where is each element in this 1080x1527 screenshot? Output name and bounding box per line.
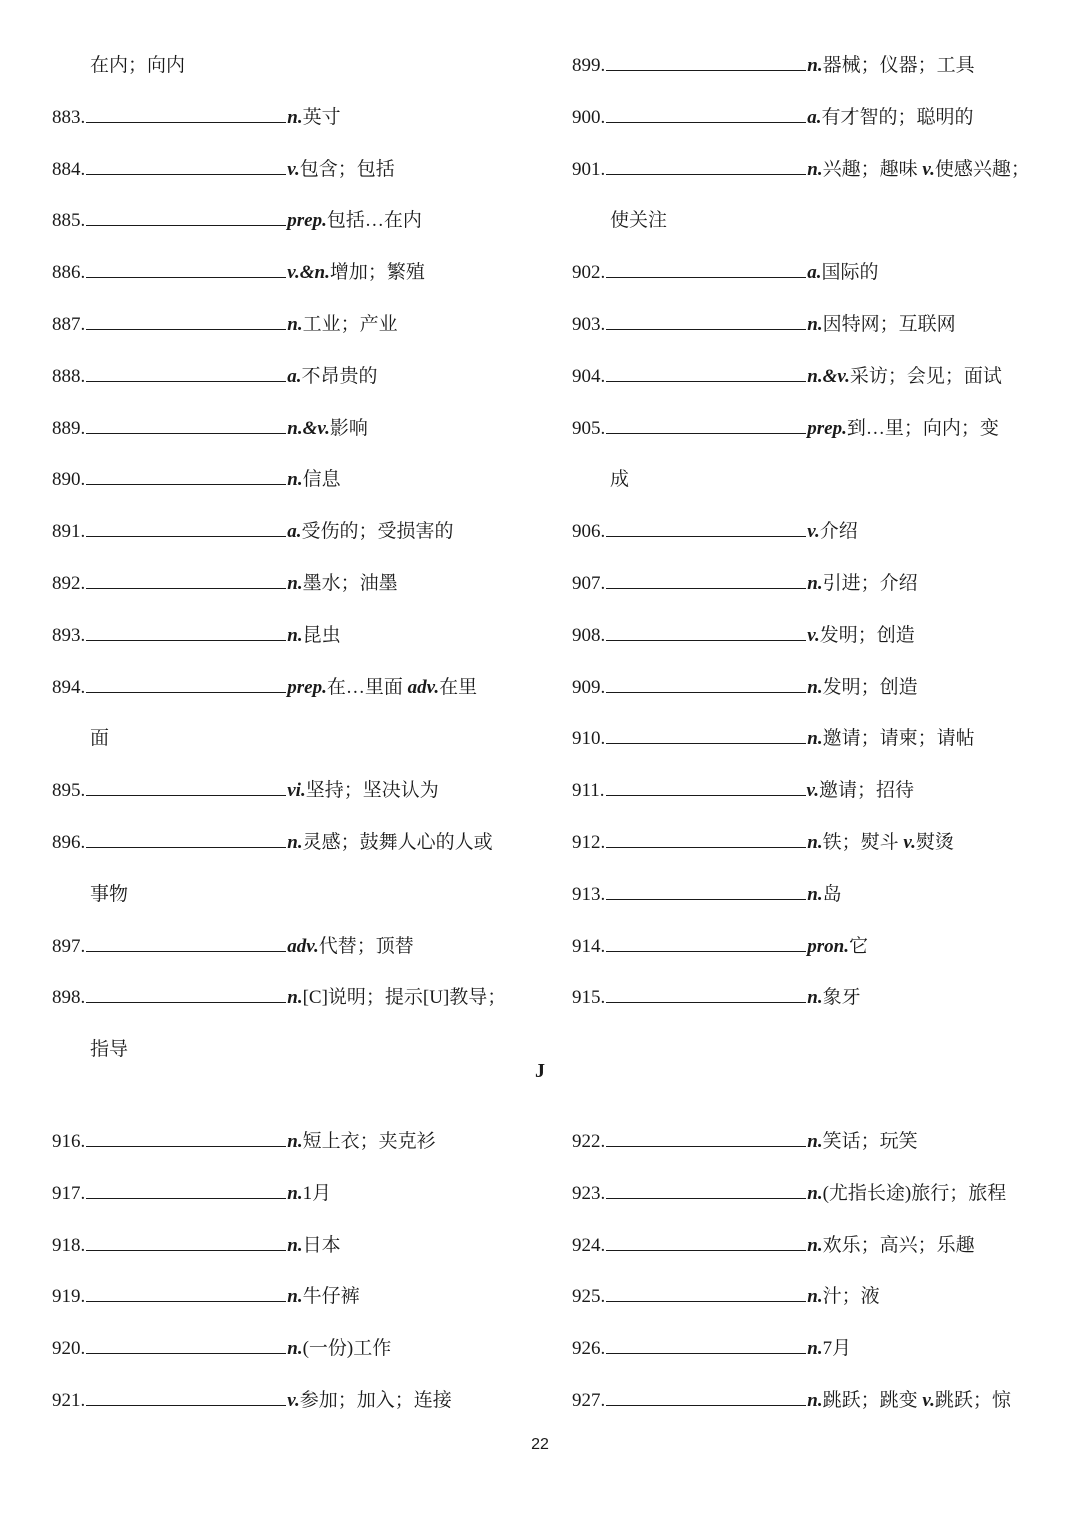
entry-number: 902.: [572, 262, 606, 284]
entry-gloss: 面: [90, 728, 110, 750]
vocab-entry: [572, 777, 1042, 829]
vocab-entry: [52, 207, 522, 259]
answer-blank[interactable]: [86, 207, 286, 226]
entry-gloss: 墨水；油墨: [302, 572, 398, 594]
vocab-entry: [572, 259, 1042, 311]
answer-blank[interactable]: [86, 311, 286, 330]
part-of-speech: n.: [287, 831, 303, 853]
entry-gloss: 指导: [90, 1039, 129, 1061]
part-of-speech: n.: [807, 831, 823, 853]
entry-gloss: (一份)工作: [302, 1338, 392, 1360]
entry-gloss: 邀请；请柬；请帖: [822, 728, 975, 750]
vocab-entry: [52, 363, 522, 415]
part-of-speech: a.: [807, 262, 822, 284]
entry-number: 895.: [52, 780, 86, 802]
answer-blank[interactable]: [86, 363, 286, 382]
part-of-speech: n.: [807, 676, 823, 698]
vocab-entry: [572, 1283, 1042, 1335]
vocab-entry: [572, 1128, 1042, 1180]
answer-blank[interactable]: [606, 1128, 806, 1147]
vocab-entry: [52, 829, 522, 881]
entry-gloss: 在内；向内: [90, 55, 186, 76]
entry-gloss: 包括…在内: [326, 210, 422, 232]
answer-blank[interactable]: [86, 622, 286, 641]
answer-blank[interactable]: [86, 1180, 286, 1199]
answer-blank[interactable]: [86, 1283, 286, 1302]
part-of-speech: n.: [807, 883, 823, 905]
vocab-entry: [572, 1387, 1042, 1439]
part-of-speech: a.: [287, 521, 302, 543]
column-1-left: [52, 52, 522, 1088]
part-of-speech: n.: [287, 469, 303, 491]
part-of-speech: n.: [807, 158, 823, 180]
entry-gloss: 有才智的；聪明的: [821, 106, 974, 128]
entry-gloss: 灵感；鼓舞人心的人或: [302, 831, 493, 853]
entry-gloss: 介绍: [819, 521, 858, 543]
vocab-entry: [52, 570, 522, 622]
vocab-entry: [52, 1335, 522, 1387]
entry-gloss: 坚持；坚决认为: [305, 780, 439, 802]
entry-number: 906.: [572, 521, 606, 543]
entry-number: 886.: [52, 262, 86, 284]
entry-gloss: 欢乐；高兴；乐趣: [822, 1234, 975, 1256]
entry-gloss: 不昂贵的: [301, 365, 378, 387]
part-of-speech: n.: [807, 987, 823, 1009]
vocab-entry: [572, 881, 1042, 933]
entry-gloss: 信息: [302, 469, 341, 491]
answer-blank[interactable]: [86, 829, 286, 848]
column-2-left: [52, 1128, 522, 1439]
answer-blank[interactable]: [86, 415, 286, 434]
entry-number: 904.: [572, 365, 606, 387]
entry-number: 885.: [52, 210, 86, 232]
entry-gloss: 包含；包括: [299, 158, 395, 180]
part-of-speech: pron.: [807, 935, 849, 957]
entry-continuation: [52, 725, 522, 777]
answer-blank[interactable]: [606, 1232, 806, 1251]
part-of-speech: v.: [807, 624, 820, 646]
entry-number: 922.: [572, 1131, 606, 1152]
entry-number: 917.: [52, 1182, 86, 1204]
vocab-entry: [52, 777, 522, 829]
entry-continuation: [572, 207, 1042, 259]
answer-blank[interactable]: [606, 622, 806, 641]
part-of-speech: n.: [287, 1234, 303, 1256]
answer-blank[interactable]: [606, 156, 806, 175]
vocab-entry: [572, 518, 1042, 570]
entry-gloss: 采访；会见；面试: [849, 365, 1002, 387]
answer-blank[interactable]: [86, 984, 286, 1003]
entry-gloss: 邀请；招待: [819, 780, 915, 802]
vocab-entry: [52, 1283, 522, 1335]
vocab-entry: [52, 622, 522, 674]
part-of-speech: n.: [287, 572, 303, 594]
entry-gloss: 发明；创造: [822, 676, 918, 698]
answer-blank[interactable]: [606, 518, 806, 537]
entry-number: 901.: [572, 158, 606, 180]
entry-number: 898.: [52, 987, 86, 1009]
vocab-entry: [52, 1128, 522, 1180]
entry-number: 924.: [572, 1234, 606, 1256]
answer-blank[interactable]: [606, 1283, 806, 1302]
part-of-speech: n.: [287, 987, 303, 1009]
part-of-speech: n.: [807, 1131, 823, 1152]
entry-gloss: 铁；熨斗: [822, 831, 904, 853]
part-of-speech: n.: [807, 1182, 823, 1204]
answer-blank[interactable]: [86, 674, 286, 693]
part-of-speech: prep.: [807, 417, 847, 439]
part-of-speech-secondary: v.: [922, 1389, 935, 1411]
entry-gloss-secondary: 跳跃；惊: [934, 1389, 1011, 1411]
entry-gloss: 器械；仪器；工具: [822, 55, 975, 76]
column-2-right: [572, 1128, 1042, 1439]
answer-blank[interactable]: [86, 777, 286, 796]
part-of-speech: v.: [287, 1389, 300, 1411]
vocab-entry: [572, 1180, 1042, 1232]
entry-gloss: 它: [848, 935, 868, 957]
entry-continuation: [52, 52, 522, 104]
entry-gloss: 受伤的；受损害的: [301, 521, 454, 543]
entry-number: 905.: [572, 417, 606, 439]
vocab-entry: [572, 570, 1042, 622]
entry-number: 908.: [572, 624, 606, 646]
entry-gloss: (尤指长途)旅行；旅程: [822, 1182, 1007, 1204]
entry-gloss-secondary: 使感兴趣；: [934, 158, 1030, 180]
vocab-entry: [52, 259, 522, 311]
answer-blank[interactable]: [606, 984, 806, 1003]
part-of-speech: n.: [287, 106, 303, 128]
vocab-entry: [572, 415, 1042, 467]
entry-gloss: 短上衣；夹克衫: [302, 1131, 436, 1152]
answer-blank[interactable]: [86, 156, 286, 175]
answer-blank[interactable]: [86, 466, 286, 485]
section-header-letter: J: [535, 1060, 545, 1082]
entry-number: 912.: [572, 831, 606, 853]
answer-blank[interactable]: [606, 829, 806, 848]
entry-number: 915.: [572, 987, 606, 1009]
entry-gloss: 岛: [822, 883, 842, 905]
entry-gloss: 兴趣；趣味: [822, 158, 923, 180]
vocab-entry: [52, 415, 522, 467]
entry-gloss: 代替；顶替: [318, 935, 414, 957]
part-of-speech: n.: [807, 572, 823, 594]
answer-blank[interactable]: [606, 104, 806, 123]
vocab-entry: [572, 829, 1042, 881]
entry-gloss: 因特网；互联网: [822, 313, 956, 335]
answer-blank[interactable]: [86, 933, 286, 952]
entry-gloss: 象牙: [822, 987, 861, 1009]
entry-number: 894.: [52, 676, 86, 698]
entry-number: 899.: [572, 55, 606, 76]
vocab-entry: [572, 984, 1042, 1036]
part-of-speech: n.: [287, 1131, 303, 1152]
entry-gloss: 到…里；向内；变: [846, 417, 999, 439]
vocab-entry: [572, 1335, 1042, 1387]
answer-blank[interactable]: [86, 570, 286, 589]
vocab-entry: [572, 933, 1042, 985]
entry-gloss: 影响: [329, 417, 368, 439]
entry-continuation: [52, 881, 522, 933]
entry-number: 884.: [52, 158, 86, 180]
entry-number: 923.: [572, 1182, 606, 1204]
answer-blank[interactable]: [86, 259, 286, 278]
part-of-speech-secondary: v.: [903, 831, 916, 853]
part-of-speech: n.: [807, 1286, 823, 1308]
entry-number: 909.: [572, 676, 606, 698]
vocab-entry: [572, 156, 1042, 208]
answer-blank[interactable]: [606, 52, 806, 71]
vocab-entry: [52, 311, 522, 363]
vocab-entry: [572, 674, 1042, 726]
answer-blank[interactable]: [606, 1387, 806, 1406]
entry-gloss: 笑话；玩笑: [822, 1131, 918, 1152]
answer-blank[interactable]: [606, 674, 806, 693]
answer-blank[interactable]: [606, 259, 806, 278]
part-of-speech-secondary: v.: [922, 158, 935, 180]
part-of-speech: v.: [807, 521, 820, 543]
answer-blank[interactable]: [606, 1180, 806, 1199]
entry-gloss: 国际的: [821, 262, 879, 284]
entry-gloss: [C]说明；提示[U]教导；: [302, 987, 507, 1009]
answer-blank[interactable]: [86, 1387, 286, 1406]
vocab-entry: [52, 104, 522, 156]
part-of-speech: n.: [807, 728, 823, 750]
part-of-speech: prep.: [287, 210, 327, 232]
vocab-entry: [572, 311, 1042, 363]
entry-gloss: 增加；繁殖: [329, 262, 425, 284]
entry-gloss: 成: [610, 469, 630, 491]
vocab-entry: [572, 622, 1042, 674]
part-of-speech: n.: [287, 1286, 303, 1308]
vocab-entry: [52, 1180, 522, 1232]
answer-blank[interactable]: [606, 570, 806, 589]
part-of-speech: a.: [287, 365, 302, 387]
vocab-entry: [572, 104, 1042, 156]
entry-number: 910.: [572, 728, 606, 750]
entry-gloss: 发明；创造: [819, 624, 915, 646]
entry-number: 893.: [52, 624, 86, 646]
answer-blank[interactable]: [86, 1232, 286, 1251]
answer-blank[interactable]: [606, 725, 806, 744]
answer-blank[interactable]: [606, 933, 806, 952]
entry-number: 918.: [52, 1234, 86, 1256]
entry-number: 888.: [52, 365, 86, 387]
vocab-entry: [572, 725, 1042, 777]
entry-gloss: 事物: [90, 883, 129, 905]
part-of-speech: n.&v.: [807, 365, 850, 387]
entry-gloss-secondary: 在里: [439, 676, 478, 698]
part-of-speech: n.: [287, 624, 303, 646]
entry-number: 892.: [52, 572, 86, 594]
entry-number: 925.: [572, 1286, 606, 1308]
column-1-right: [572, 52, 1042, 1036]
entry-number: 883.: [52, 106, 86, 128]
entry-number: 900.: [572, 106, 606, 128]
part-of-speech: n.: [287, 313, 303, 335]
entry-gloss: 1月: [302, 1182, 332, 1204]
part-of-speech: v.: [806, 780, 820, 802]
vocab-entry: [52, 1387, 522, 1439]
vocab-entry: [52, 933, 522, 985]
answer-blank[interactable]: [606, 1335, 806, 1354]
entry-number: 907.: [572, 572, 606, 594]
entry-number: 921.: [52, 1389, 86, 1411]
entry-continuation: [572, 466, 1042, 518]
answer-blank[interactable]: [86, 1335, 286, 1354]
entry-gloss: 牛仔裤: [302, 1286, 360, 1308]
vocab-entry: [52, 518, 522, 570]
vocab-entry: [572, 52, 1042, 104]
answer-blank[interactable]: [606, 777, 806, 796]
vocab-entry: [52, 1232, 522, 1284]
answer-blank[interactable]: [606, 363, 806, 382]
entry-number: 919.: [52, 1286, 86, 1308]
entry-gloss: 日本: [302, 1234, 341, 1256]
answer-blank[interactable]: [606, 311, 806, 330]
part-of-speech: a.: [807, 106, 822, 128]
answer-blank[interactable]: [86, 1128, 286, 1147]
entry-number: 927.: [572, 1389, 606, 1411]
vocab-entry: [572, 1232, 1042, 1284]
entry-gloss: 引进；介绍: [822, 572, 918, 594]
entry-gloss: 跳跃；跳变: [822, 1389, 923, 1411]
answer-blank[interactable]: [606, 881, 806, 900]
vocab-entry: [52, 674, 522, 726]
entry-gloss: 参加；加入；连接: [299, 1389, 452, 1411]
part-of-speech-secondary: adv.: [407, 676, 440, 698]
entry-number: 889.: [52, 417, 86, 439]
entry-number: 911.: [572, 780, 605, 802]
entry-gloss: 使关注: [610, 210, 668, 232]
answer-blank[interactable]: [86, 104, 286, 123]
part-of-speech: v.&n.: [287, 262, 330, 284]
entry-number: 897.: [52, 935, 86, 957]
part-of-speech: n.: [807, 313, 823, 335]
page-number: 22: [531, 1436, 549, 1453]
part-of-speech: n.: [807, 1234, 823, 1256]
entry-gloss: 汁；液: [822, 1286, 880, 1308]
part-of-speech: vi.: [287, 780, 306, 802]
part-of-speech: n.: [807, 1338, 823, 1360]
entry-number: 916.: [52, 1131, 86, 1152]
answer-blank[interactable]: [606, 415, 806, 434]
entry-number: 914.: [572, 935, 606, 957]
entry-gloss: 昆虫: [302, 624, 341, 646]
entry-number: 903.: [572, 313, 606, 335]
entry-gloss: 在…里面: [326, 676, 408, 698]
entry-gloss: 7月: [822, 1338, 852, 1360]
part-of-speech: prep.: [287, 676, 327, 698]
part-of-speech: v.: [287, 158, 300, 180]
entry-gloss: 工业；产业: [302, 313, 398, 335]
entry-gloss: 英寸: [302, 106, 341, 128]
part-of-speech: n.: [287, 1182, 303, 1204]
part-of-speech: n.&v.: [287, 417, 330, 439]
entry-number: 887.: [52, 313, 86, 335]
entry-gloss-secondary: 熨烫: [915, 831, 954, 853]
vocab-entry: [52, 984, 522, 1036]
part-of-speech: n.: [807, 1389, 823, 1411]
vocab-entry: [572, 363, 1042, 415]
vocab-entry: [52, 466, 522, 518]
entry-number: 890.: [52, 469, 86, 491]
part-of-speech: n.: [807, 55, 823, 76]
entry-number: 920.: [52, 1338, 86, 1360]
entry-number: 913.: [572, 883, 606, 905]
entry-number: 896.: [52, 831, 86, 853]
part-of-speech: adv.: [287, 935, 319, 957]
vocab-entry: [52, 156, 522, 208]
part-of-speech: n.: [287, 1338, 303, 1360]
entry-number: 891.: [52, 521, 86, 543]
entry-number: 926.: [572, 1338, 606, 1360]
answer-blank[interactable]: [86, 518, 286, 537]
